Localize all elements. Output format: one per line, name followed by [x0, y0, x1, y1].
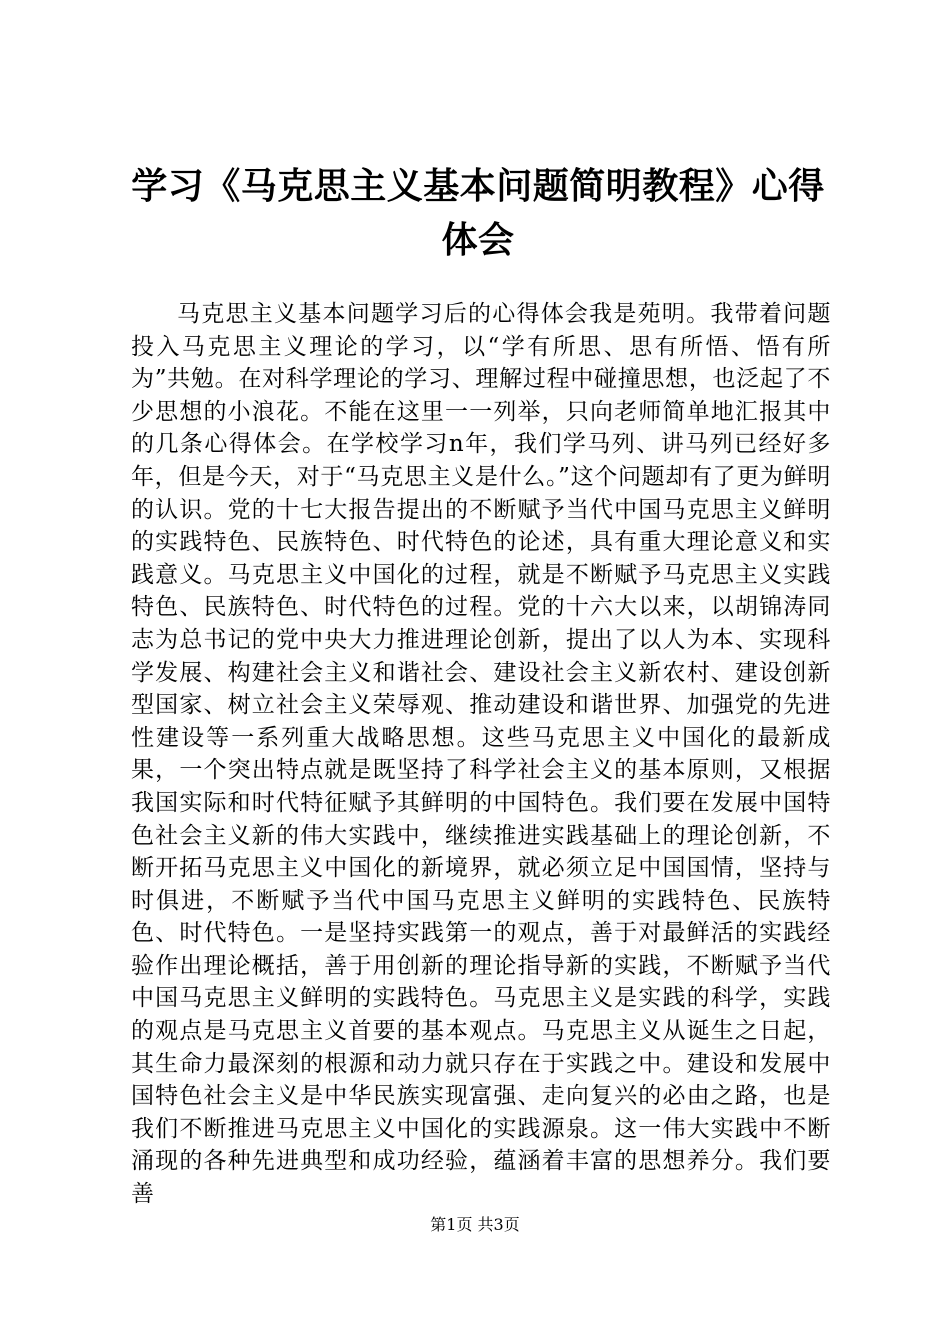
- page-number: 第1页 共3页: [430, 1215, 520, 1234]
- document-title: 学习《马克思主义基本问题简明教程》心得体会: [131, 166, 825, 261]
- body-paragraph: 马克思主义基本问题学习后的心得体会我是苑明。我带着问题投入马克思主义理论的学习，以“学有所思、思有所悟、悟有所为”共勉。在对科学理论的学习、理解过程中碰撞思想，也泛起了不少思想的小浪花。不能在这里一一列举，只向老师简单地汇报其中的几条心得体会。在学校学习n年，我们学马列、讲马列已经好多年，但是今天，对于“马克思主义是什么。”这个问题却有了更为鲜明的认识。党的十七大报告提出的不断赋予当代中国马克思主义鲜明的实践特色、民族特色、时代特色的论述，具有重大理论意义和实践意义。马克思主义中国化的过程，就是不断赋予马克思主义实践特色、民族特色、时代特色的过程。党的十六大以来，以胡锦涛同志为总书记的党中央大力推进理论创新，提出了以人为本、实现科学发展、构建社会主义和谐社会、建设社会主义新农村、建设创新型国家、树立社会主义荣辱观、推动建设和谐世界、加强党的先进性建设等一系列重大战略思想。这些马克思主义中国化的最新成果，一个突出特点就是既坚持了科学社会主义的基本原则，又根据我国实际和时代特征赋予其鲜明的中国特色。我们要在发展中国特色社会主义新的伟大实践中，继续推进实践基础上的理论创新，不断开拓马克思主义中国化的新境界，就必须立足中国国情，坚持与时俱进，不断赋予当代中国马克思主义鲜明的实践特色、民族特色、时代特色。一是坚持实践第一的观点，善于对最鲜活的实践经验作出理论概括，善于用创新的理论指导新的实践，不断赋予当代中国马克思主义鲜明的实践特色。马克思主义是实践的科学，实践的观点是马克思主义首要的基本观点。马克思主义从诞生之日起，其生命力最深刻的根源和动力就只存在于实践之中。建设和发展中国特色社会主义是中华民族实现富强、走向复兴的必由之路，也是我们不断推进马克思主义中国化的实践源泉。这一伟大实践中不断涌现的各种先进典型和成功经验，蕴涵着丰富的思想养分。我们要善: [131, 301, 831, 1208]
